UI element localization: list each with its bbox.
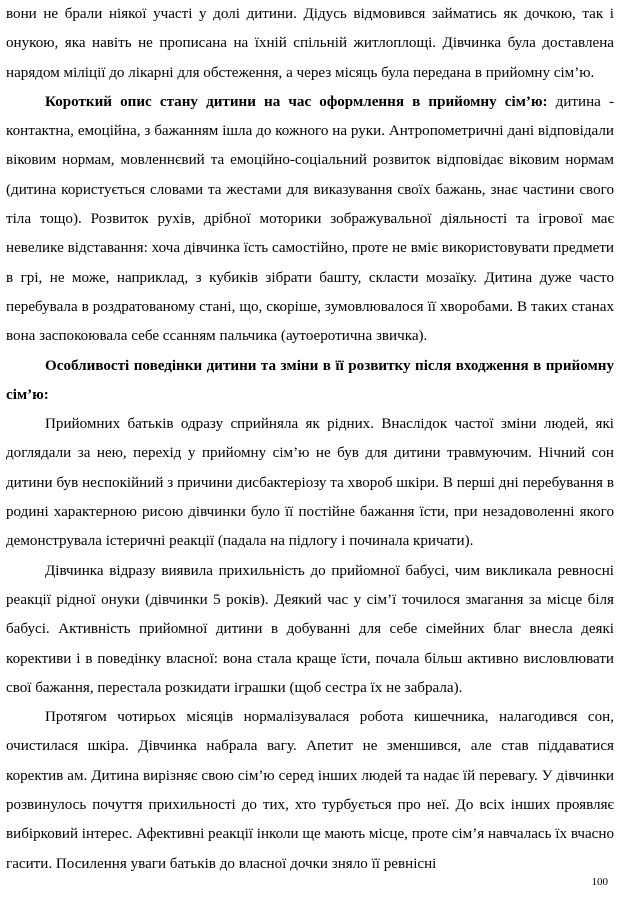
paragraph-text: вони не брали ніякої участі у долі дитини. Дідусь відмовився займатись як дочкою, так і онукою, яка навіть не прописана на їхній спільній житлоплощі. Дівчинка була доставлена нарядом міліції до лікарні для обстеження, а через місяць була передана в прийомну сім’ю. bbox=[6, 6, 614, 81]
paragraph bbox=[6, 557, 614, 703]
paragraph bbox=[6, 0, 614, 88]
paragraph-text: Дівчинка відразу виявила прихильність до прийомної бабусі, чим викликала ревносні реакції рідної онуки (дівчинки 5 років). Деякий час у сім’ї точилося змагання за місце біля бабусі. Активність прийомної дитини в добуванні для себе сімейних благ внесла деякі корективи і в поведінку власної: вона стала краще їсти, почала більш активно висловлювати свої бажання, перестала розкидати іграшки (щоб сестра їх не забрала). bbox=[6, 562, 614, 696]
paragraph-heading: Особливості поведінки дитини та зміни в її розвитку після входження в прийомну сім’ю: bbox=[6, 357, 614, 403]
paragraph bbox=[6, 703, 614, 879]
paragraph-heading: Короткий опис стану дитини на час оформлення в прийомну сім’ю: bbox=[45, 93, 548, 110]
paragraph-text: дитина - контактна, емоційна, з бажанням ішла до кожного на руки. Антропометричні дані відповідали віковим нормам, мовленнєвий та емоційно-соціальний розвиток відповідає віковим нормам (дитина користується словами та жестами для виказування своїх бажань, знає частини свого тіла тощо). Розвиток рухів, дрібної моторики зображувальної діяльності та ігрової має невелике відставання: хоча дівчинка їсть самостійно, проте не вміє використовувати предмети в грі, не може, наприклад, з кубиків зібрати башту, скласти мозаїку. Дитина дуже часто перебувала в роздратованому стані, що, скоріше, зумовлювалося її хворобами. В таких станах вона заспокоювала себе ссанням пальчика (аутоеротична звичка). bbox=[6, 93, 615, 345]
page-number: 100 bbox=[591, 876, 608, 888]
paragraph-text: Прийомних батьків одразу сприйняла як рідних. Внаслідок частої зміни людей, які доглядали за нею, перехід у прийомну сім’ю не був для дитини травмуючим. Нічний сон дитини був неспокійний з причини дисбактеріозу та хвороб шкіри. В перші дні перебування в родині характерною рисою дівчинки було її постійне бажання їсти, при незадоволенні якого демонструвала істеричні реакції (падала на підлогу і починала кричати). bbox=[6, 416, 614, 550]
paragraph bbox=[6, 410, 614, 556]
body-text bbox=[6, 0, 614, 879]
paragraph bbox=[6, 352, 614, 411]
paragraph-text: Протягом чотирьох місяців нормалізувалася робота кишечника, налагодився сон, очистилася шкіра. Дівчинка набрала вагу. Апетит не зменшився, але став піддаватися коректив ам. Дитина вирізняє свою сім’ю серед інших людей та надає їй перевагу. У дівчинки розвинулось почуття прихильності до тих, хто турбується про неї. До всіх інших проявляє вибірковий інтерес. Афективні реакції інколи ще мають місце, проте сім’я навчалась їх вчасно гасити. Посилення уваги батьків до власної дочки зняло її ревнісні bbox=[6, 709, 614, 872]
paragraph bbox=[6, 88, 614, 352]
